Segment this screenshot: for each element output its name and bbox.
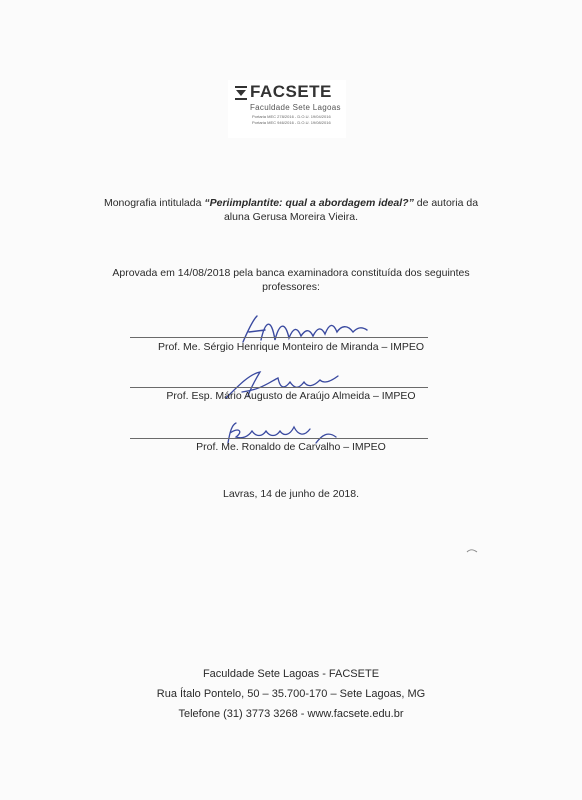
intro-suffix: de autoria da (413, 197, 479, 209)
signature-line-1 (130, 337, 428, 338)
facsete-logo (228, 80, 346, 138)
intro-prefix: Monografia intitulada (103, 197, 205, 209)
logo-registration-2: Portaria MEC 946/2016 - D.O.U. 19/08/2016 (252, 120, 331, 125)
signature-line-2 (130, 387, 428, 388)
approval-statement (0, 266, 582, 294)
monograph-intro (0, 196, 582, 224)
approval-line-2: professores: (262, 281, 320, 293)
place-date: Lavras, 14 de junho de 2018. (222, 488, 360, 500)
board-member-2: Prof. Esp. Mário Augusto de Araújo Almeida – IMPEO (166, 390, 416, 402)
footer-contact: Telefone (31) 3773 3268 - www.facsete.edu.br (178, 708, 404, 720)
board-member-3: Prof. Me. Ronaldo de Carvalho – IMPEO (196, 441, 386, 453)
footer-institution: Faculdade Sete Lagoas - FACSETE (202, 668, 380, 680)
facsete-emblem-icon (234, 85, 248, 101)
intro-line-1 (0, 196, 582, 210)
logo-subtitle: Faculdade Sete Lagoas (250, 103, 341, 112)
footer-address: Rua Ítalo Pontelo, 50 – 35.700-170 – Sete Lagoas, MG (156, 688, 426, 700)
board-member-1: Prof. Me. Sérgio Henrique Monteiro de Miranda – IMPEO (157, 341, 425, 353)
stray-mark (466, 548, 478, 554)
logo-name: FACSETE (250, 82, 332, 101)
monograph-title: “Periimplantite: qual a abordagem ideal?” (204, 197, 414, 209)
intro-line-2: aluna Gerusa Moreira Vieira. (223, 211, 359, 223)
approval-line-1: Aprovada em 14/08/2018 pela banca examinadora constituída dos seguintes (112, 267, 470, 279)
signature-line-3 (130, 438, 428, 439)
logo-registration-1: Portaria MEC 278/2016 - D.O.U. 19/04/2016 (252, 114, 331, 119)
